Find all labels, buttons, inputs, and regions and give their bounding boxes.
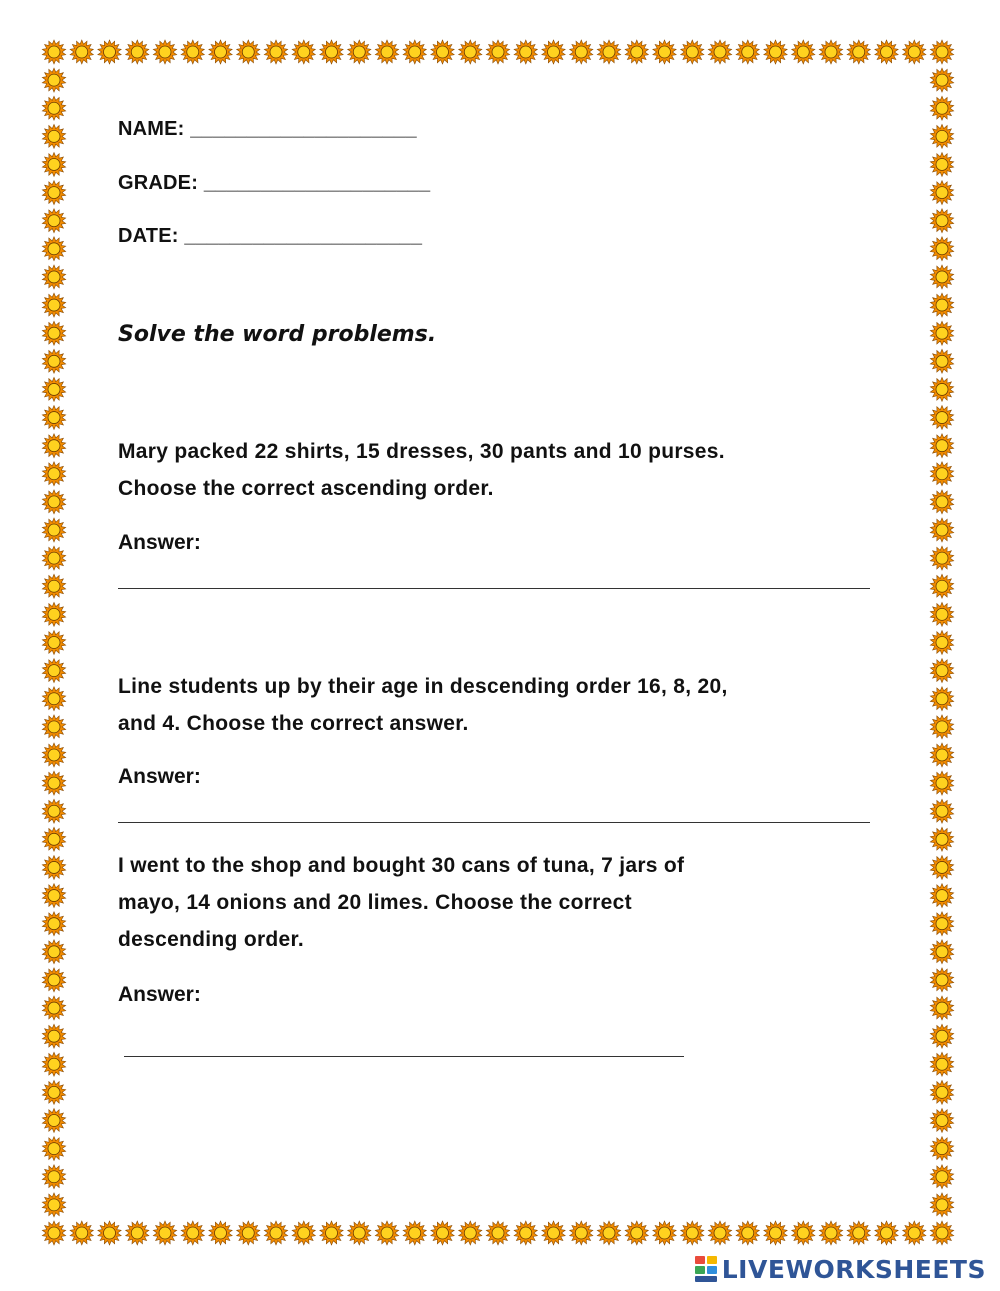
sun-icon: [597, 40, 620, 64]
sun-icon: [903, 1221, 926, 1245]
sun-icon: [209, 40, 232, 64]
sun-icon: [42, 518, 65, 542]
sun-icon: [930, 377, 953, 401]
sun-icon: [42, 940, 65, 964]
sun-icon: [42, 96, 65, 120]
sun-icon: [930, 687, 953, 711]
brand-name: LIVEWORKSHEETS: [721, 1254, 986, 1284]
sun-icon: [930, 574, 953, 598]
sun-icon: [930, 1221, 953, 1245]
sun-icon: [459, 1221, 482, 1245]
sun-icon: [42, 1165, 65, 1189]
sun-icon: [42, 490, 65, 514]
problem-3-answer-label: Answer:: [118, 983, 201, 1006]
sun-icon: [930, 434, 953, 458]
problem-1-line-1: Mary packed 22 shirts, 15 dresses, 30 pants and 10 purses.: [118, 440, 725, 463]
sun-icon: [42, 181, 65, 205]
date-field-label: DATE: _____________________: [118, 225, 423, 247]
sun-icon: [764, 40, 787, 64]
sun-icon: [486, 1221, 509, 1245]
sun-icon: [625, 40, 648, 64]
instructions-heading: Solve the word problems.: [118, 322, 437, 347]
sun-icon: [42, 715, 65, 739]
sun-icon: [514, 1221, 537, 1245]
sun-icon: [70, 1221, 93, 1245]
sun-icon: [42, 659, 65, 683]
sun-icon: [292, 1221, 315, 1245]
sun-icon: [42, 1024, 65, 1048]
sun-icon: [42, 687, 65, 711]
sun-icon: [930, 349, 953, 373]
liveworksheets-brand: [695, 1252, 986, 1286]
problem-2-answer-label: Answer:: [118, 765, 201, 788]
sun-icon: [98, 40, 121, 64]
sun-icon: [42, 377, 65, 401]
sun-icon: [348, 1221, 371, 1245]
sun-icon: [903, 40, 926, 64]
sun-icon: [930, 406, 953, 430]
sun-icon: [42, 124, 65, 148]
sun-icon: [375, 40, 398, 64]
problem-2-answer-line[interactable]: [118, 822, 870, 823]
sun-icon: [237, 1221, 260, 1245]
sun-icon: [930, 996, 953, 1020]
sun-icon: [459, 40, 482, 64]
sun-icon: [348, 40, 371, 64]
problem-1-line-2: Choose the correct ascending order.: [118, 477, 494, 500]
sun-icon: [181, 40, 204, 64]
sun-icon: [42, 1221, 65, 1245]
sun-icon: [42, 771, 65, 795]
sun-icon: [42, 799, 65, 823]
sun-icon: [930, 1080, 953, 1104]
problem-2-line-2: and 4. Choose the correct answer.: [118, 712, 469, 735]
sun-icon: [42, 1193, 65, 1217]
sun-icon: [930, 237, 953, 261]
sun-icon: [42, 40, 65, 64]
problem-3-line-1: I went to the shop and bought 30 cans of tuna, 7 jars of: [118, 854, 685, 877]
sun-icon: [930, 715, 953, 739]
sun-icon: [320, 40, 343, 64]
sun-icon: [930, 659, 953, 683]
sun-icon: [847, 40, 870, 64]
sun-icon: [42, 856, 65, 880]
sun-icon: [181, 1221, 204, 1245]
problem-3-answer-line[interactable]: [124, 1056, 684, 1057]
problem-3-text: [118, 847, 878, 958]
sun-icon: [597, 1221, 620, 1245]
sun-icon: [653, 1221, 676, 1245]
sun-icon: [42, 827, 65, 851]
sun-icon: [264, 1221, 287, 1245]
sun-icon: [930, 490, 953, 514]
sun-icon: [736, 40, 759, 64]
sun-icon: [930, 856, 953, 880]
sun-icon: [42, 1080, 65, 1104]
sun-icon: [292, 40, 315, 64]
sun-icon: [42, 462, 65, 486]
sun-icon: [42, 265, 65, 289]
sun-icon: [708, 1221, 731, 1245]
sun-icon: [875, 1221, 898, 1245]
sun-icon: [264, 40, 287, 64]
sun-icon: [792, 1221, 815, 1245]
sun-icon: [930, 321, 953, 345]
sun-icon: [930, 209, 953, 233]
sun-icon: [930, 546, 953, 570]
sun-icon: [930, 968, 953, 992]
sun-icon: [930, 940, 953, 964]
sun-icon: [930, 912, 953, 936]
sun-icon: [708, 40, 731, 64]
sun-icon: [153, 1221, 176, 1245]
sun-icon: [930, 1165, 953, 1189]
problem-1-answer-line[interactable]: [118, 588, 870, 589]
sun-icon: [542, 40, 565, 64]
sun-icon: [42, 68, 65, 92]
sun-icon: [209, 1221, 232, 1245]
sun-icon: [42, 546, 65, 570]
sun-icon: [70, 40, 93, 64]
sun-icon: [930, 96, 953, 120]
sun-icon: [431, 1221, 454, 1245]
sun-icon: [403, 40, 426, 64]
sun-icon: [930, 462, 953, 486]
sun-icon: [42, 574, 65, 598]
sun-icon: [930, 1137, 953, 1161]
sun-icon: [792, 40, 815, 64]
sun-icon: [930, 1109, 953, 1133]
sun-icon: [653, 40, 676, 64]
sun-icon: [681, 1221, 704, 1245]
problem-2-line-1: Line students up by their age in descending order 16, 8, 20,: [118, 675, 728, 698]
problem-3-line-3: descending order.: [118, 928, 304, 951]
sun-icon: [930, 124, 953, 148]
sun-icon: [126, 1221, 149, 1245]
sun-icon: [819, 40, 842, 64]
sun-icon: [930, 884, 953, 908]
sun-icon: [42, 884, 65, 908]
problem-3-line-2: mayo, 14 onions and 20 limes. Choose the correct: [118, 891, 632, 914]
sun-icon: [930, 1024, 953, 1048]
sun-icon: [42, 237, 65, 261]
sun-icon: [42, 209, 65, 233]
sun-icon: [819, 1221, 842, 1245]
sun-icon: [542, 1221, 565, 1245]
sun-icon: [42, 349, 65, 373]
liveworksheets-logo-icon: [695, 1254, 719, 1284]
sun-icon: [764, 1221, 787, 1245]
sun-icon: [681, 40, 704, 64]
sun-icon: [42, 321, 65, 345]
sun-icon: [431, 40, 454, 64]
sun-icon: [625, 1221, 648, 1245]
sun-icon: [847, 1221, 870, 1245]
sun-icon: [930, 181, 953, 205]
sun-icon: [42, 631, 65, 655]
sun-icon: [42, 406, 65, 430]
sun-icon: [42, 293, 65, 317]
sun-icon: [42, 434, 65, 458]
sun-icon: [375, 1221, 398, 1245]
sun-icon: [930, 265, 953, 289]
sun-icon: [570, 40, 593, 64]
sun-icon: [42, 1137, 65, 1161]
sun-icon: [153, 40, 176, 64]
sun-icon: [126, 40, 149, 64]
sun-icon: [930, 153, 953, 177]
sun-icon: [42, 968, 65, 992]
sun-icon: [98, 1221, 121, 1245]
sun-icon: [42, 1109, 65, 1133]
sun-icon: [320, 1221, 343, 1245]
grade-field-label: GRADE: ____________________: [118, 172, 431, 194]
problem-1-answer-label: Answer:: [118, 531, 201, 554]
sun-icon: [930, 68, 953, 92]
sun-icon: [237, 40, 260, 64]
sun-icon: [42, 912, 65, 936]
sun-icon: [736, 1221, 759, 1245]
sun-icon: [42, 996, 65, 1020]
sun-icon: [875, 40, 898, 64]
problem-2-text: [118, 668, 878, 742]
sun-icon: [403, 1221, 426, 1245]
sun-icon: [486, 40, 509, 64]
problem-1-text: [118, 433, 878, 507]
sun-icon: [930, 631, 953, 655]
sun-icon: [42, 153, 65, 177]
sun-icon: [930, 293, 953, 317]
sun-icon: [930, 743, 953, 767]
sun-icon: [930, 518, 953, 542]
sun-icon: [930, 40, 953, 64]
sun-icon: [930, 827, 953, 851]
sun-icon: [930, 602, 953, 626]
sun-icon: [42, 602, 65, 626]
sun-icon: [42, 743, 65, 767]
sun-icon: [42, 1052, 65, 1076]
sun-icon: [930, 1052, 953, 1076]
sun-icon: [570, 1221, 593, 1245]
sun-icon: [930, 799, 953, 823]
sun-icon: [930, 771, 953, 795]
sun-icon: [514, 40, 537, 64]
name-field-label: NAME: ____________________: [118, 118, 417, 140]
sun-icon: [930, 1193, 953, 1217]
